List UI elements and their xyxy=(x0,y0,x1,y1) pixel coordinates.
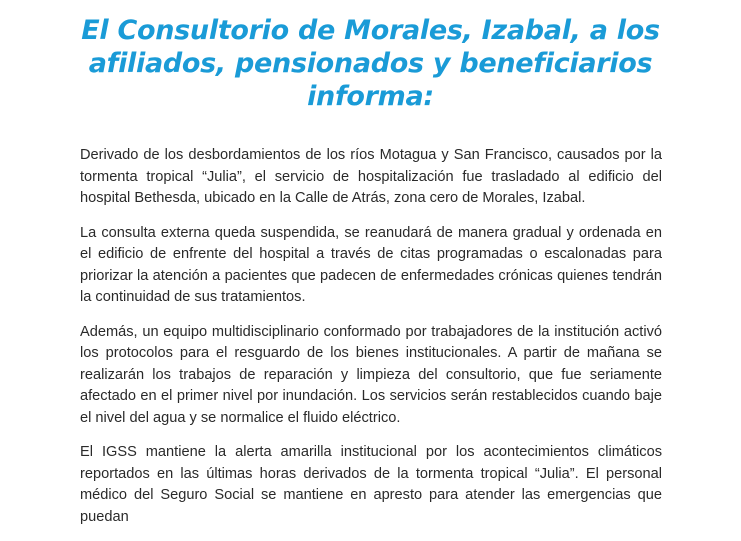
paragraph-relocation: Derivado de los desbordamientos de los ríos Motagua y San Francisco, causados por la tormenta tropical “Julia”, el servicio de hospitalización fue trasladado al edificio del hospital Bethesda, ubicado en la Calle de Atrás, zona cero de Morales, Izabal. xyxy=(80,147,662,206)
paragraph-outpatient: La consulta externa queda suspendida, se reanudará de manera gradual y ordenada en el edificio de enfrente del hospital a través de citas programadas o escalonadas para priorizar la atención a pacientes que padecen de enfermedades crónicas quienes tendrán la continuidad de sus tratamientos. xyxy=(80,224,662,305)
announcement-body xyxy=(80,145,662,541)
paragraph-repairs: Además, un equipo multidisciplinario conformado por trabajadores de la institución activó los protocolos para el resguardo de los bienes institucionales. A partir de mañana se realizarán los trabajos de reparación y limpieza del consultorio, que fue seriamente afectado en el primer nivel por inundación. Los servicios serán restablecidos cuando baje el nivel del agua y se normalice el fluido eléctrico. xyxy=(80,323,662,426)
paragraph-alert: El IGSS mantiene la alerta amarilla institucional por los acontecimientos climáticos reportados en las últimas horas derivados de la tormenta tropical “Julia”. El personal médico del Seguro Social se mantiene en apresto para atender las emergencias que puedan xyxy=(80,444,662,525)
announcement-title: El Consultorio de Morales, Izabal, a los afiliados, pensionados y beneficiarios informa: xyxy=(81,15,660,112)
